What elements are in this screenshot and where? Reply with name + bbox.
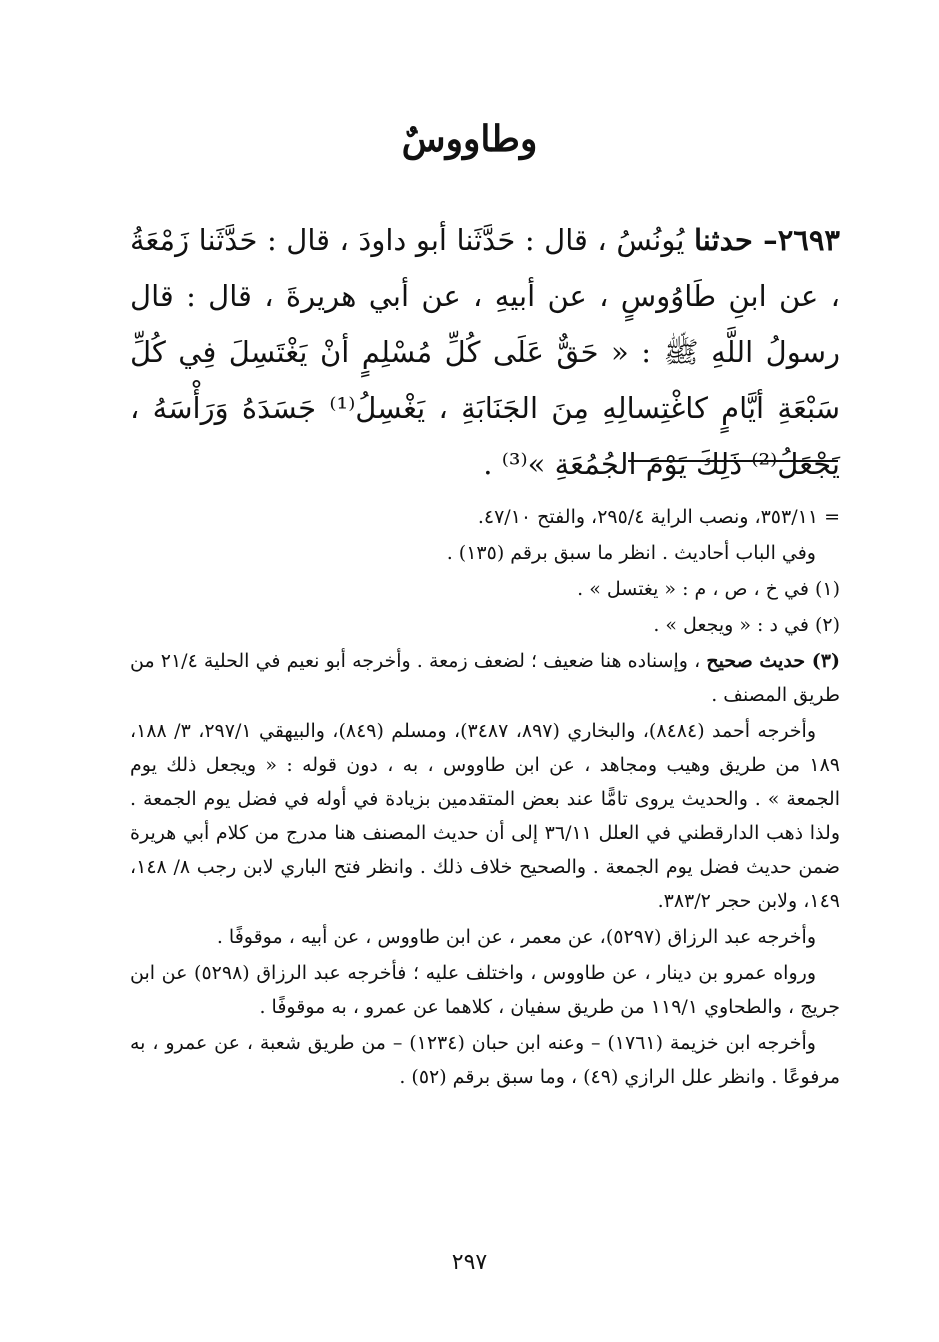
footnote-2: (٢) في د : « ويجعل » .	[653, 614, 840, 636]
takhrij-paragraph-4: وأخرجه ابن خزيمة (١٧٦١) – وعنه ابن حبان (١٢٣٤) – من طريق شعبة ، عن عمرو ، به مرفوعًا . وانظر علل الرازي (٤٩) ، وما سبق برقم (٥٢) .	[130, 1032, 840, 1088]
footnote-3-label: (٣) حديث صحيح	[706, 650, 840, 672]
hadith-number: ٢٦٩٣– حدثنا	[693, 223, 840, 257]
footnote-3-text: ، وإسناده هنا ضعيف ؛ لضعف زمعة . وأخرجه أبو نعيم في الحلية ٢١/٤ من طريق المصنف .	[130, 650, 840, 706]
footnote-3	[130, 644, 840, 712]
footnote-divider	[628, 460, 838, 462]
takhrij-paragraph-3: ورواه عمرو بن دينار ، عن طاووس ، واختلف عليه ؛ فأخرجه عبد الرزاق (٥٢٩٨) عن ابن جريج ، والطحاوي ١١٩/١ من طريق سفيان ، كلاهما عن عمرو ، به موقوفًا .	[130, 962, 840, 1018]
page-number: ٢٩٧	[451, 1250, 488, 1275]
footnotes	[130, 500, 840, 1096]
note-bab: وفي الباب أحاديث . انظر ما سبق برقم (١٣٥) .	[446, 542, 816, 564]
takhrij-paragraph-1: وأخرجه أحمد (٨٤٨٤)، والبخاري (٨٩٧، ٣٤٨٧)، ومسلم (٨٤٩)، والبيهقي ٢٩٧/١، ٣/ ١٨٨، ١٨٩ من طريق وهيب ومجاهد ، عن ابن طاووس ، به ، دون قوله : « ويجعل ذلك يوم الجمعة » . والحديث يروى تامًّا عند بعض المتقدمين بزيادة في أوله في فضل يوم الجمعة . ولذا ذهب الدارقطني في العلل ٣٦/١١ إلى أن حديث المصنف هنا مدرج من كلام أبي هريرة ضمن حديث فضل يوم الجمعة . والصحيح خلاف ذلك . وانظر فتح الباري لابن رجب ٨/ ١٤٨، ١٤٩، ولابن حجر ٣٨٣/٢.	[130, 720, 840, 912]
hadith-text-block	[130, 212, 840, 492]
takhrij-paragraph-2: وأخرجه عبد الرزاق (٥٢٩٧)، عن معمر ، عن ابن طاووس ، عن أبيه ، موقوفًا .	[216, 926, 816, 948]
section-title: وطاووسٌ	[401, 118, 538, 160]
note-continuation: = ٣٥٣/١١، ونصب الراية ٢٩٥/٤، والفتح ٤٧/١٠.	[477, 506, 840, 528]
footnote-1: (١) في خ ، ص ، م : « يغتسل » .	[577, 578, 840, 600]
hadith-body: يُونُسُ ، قال : حَدَّثَنا أبو داودَ ، قال : حَدَّثَنا زَمْعَةُ ، عن ابنِ طَاوُوسٍ ، عن أبيهِ ، عن أبي هريرةَ ، قال : قال رسولُ اللَّهِ ﷺ : « حَقٌّ عَلَى كُلِّ مُسْلِمٍ أنْ يَغْتَسِلَ فِي كُلِّ سَبْعَةِ أيَّامٍ كاغْتِسالِهِ مِنَ الجَنَابَةِ ، يَغْسِلُ⁽¹⁾ جَسَدَهُ وَرَأْسَهُ ، يَجْعَلُ⁽²⁾ ذَلِكَ يَوْمَ الجُمُعَةِ »⁽³⁾ .	[130, 223, 841, 481]
